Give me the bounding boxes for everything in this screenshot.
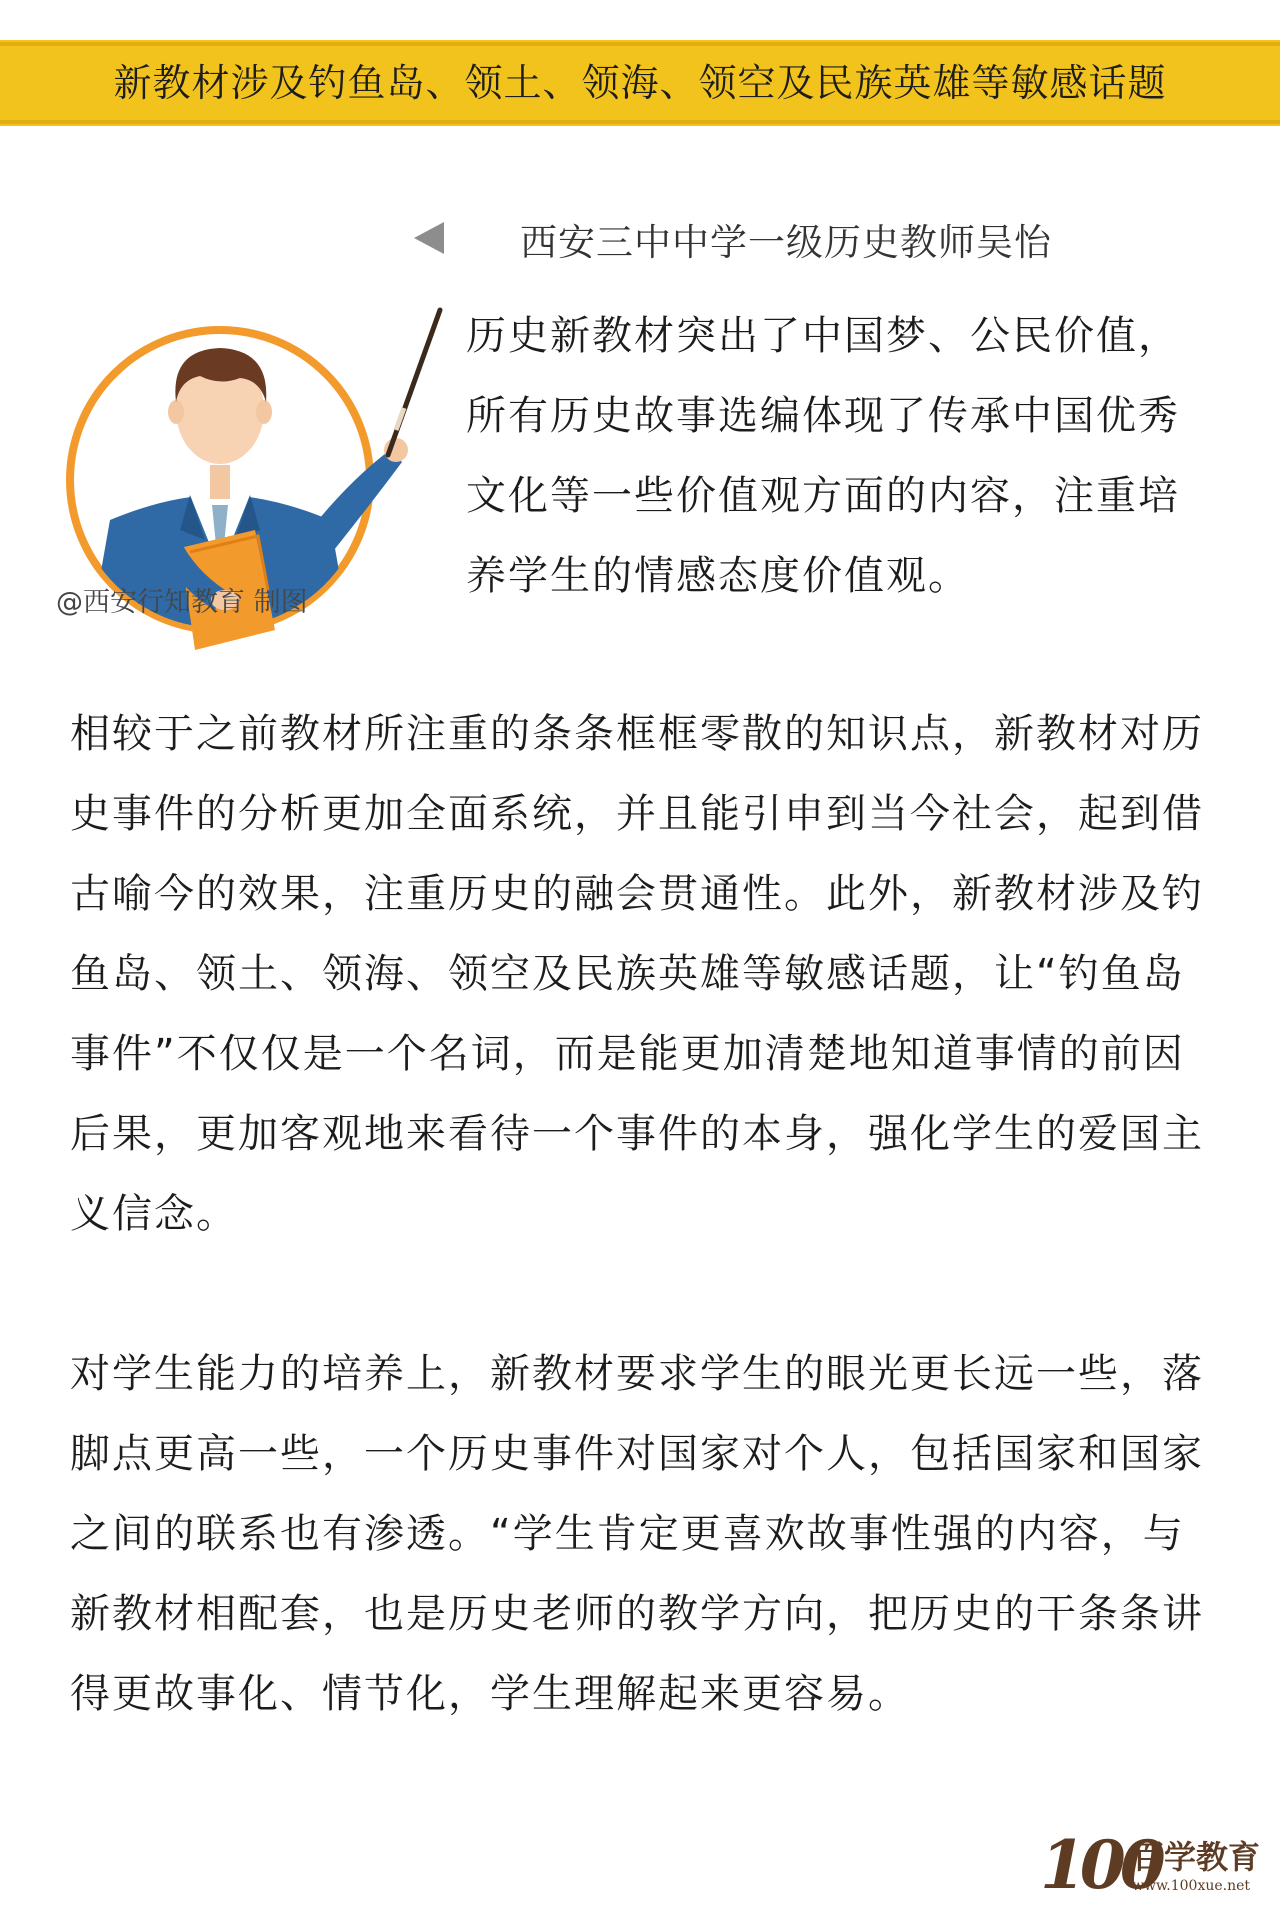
- banner-title: 新教材涉及钓鱼岛、领土、领海、领空及民族英雄等敏感话题: [113, 61, 1167, 105]
- body-paragraph-1: 相较于之前教材所注重的条条框框零散的知识点，新教材对历史事件的分析更加全面系统，并且能引申到当今社会，起到借古喻今的效果，注重历史的融会贯通性。此外，新教材涉及钓鱼岛、领土、领海、领空及民族英雄等敏感话题，让“钓鱼岛事件”不仅仅是一个名词，而是能更加清楚地知道事情的前因后果，更加客观地来看待一个事件的本身，强化学生的爱国主义信念。: [70, 711, 1204, 1237]
- speaker-name: 西安三中中学一级历史教师吴怡: [520, 221, 1052, 264]
- logo-number: 100: [1040, 1826, 1160, 1904]
- body-paragraph-2: 对学生能力的培养上，新教材要求学生的眼光更长远一些，落脚点更高一些，一个历史事件对国家对个人，包括国家和国家之间的联系也有渗透。“学生肯定更喜欢故事性强的内容，与新教材相配套，也是历史老师的教学方向，把历史的干条条讲得更故事化、情节化，学生理解起来更容易。: [70, 1351, 1204, 1717]
- intro-paragraph: 历史新教材突出了中国梦、公民价值，所有历史故事选编体现了传承中国优秀文化等一些价值观方面的内容，注重培养学生的情感态度价值观。: [466, 313, 1180, 599]
- watermark-text: @西安行知教育 制图: [56, 587, 308, 618]
- logo-url: www.100xue.net: [1132, 1878, 1251, 1894]
- logo-name: 百学教育: [1132, 1838, 1261, 1876]
- title-banner: [0, 40, 1280, 126]
- teacher-illustration: [30, 290, 450, 690]
- triangle-left-icon: [414, 222, 444, 254]
- brand-logo: [1040, 1826, 1261, 1904]
